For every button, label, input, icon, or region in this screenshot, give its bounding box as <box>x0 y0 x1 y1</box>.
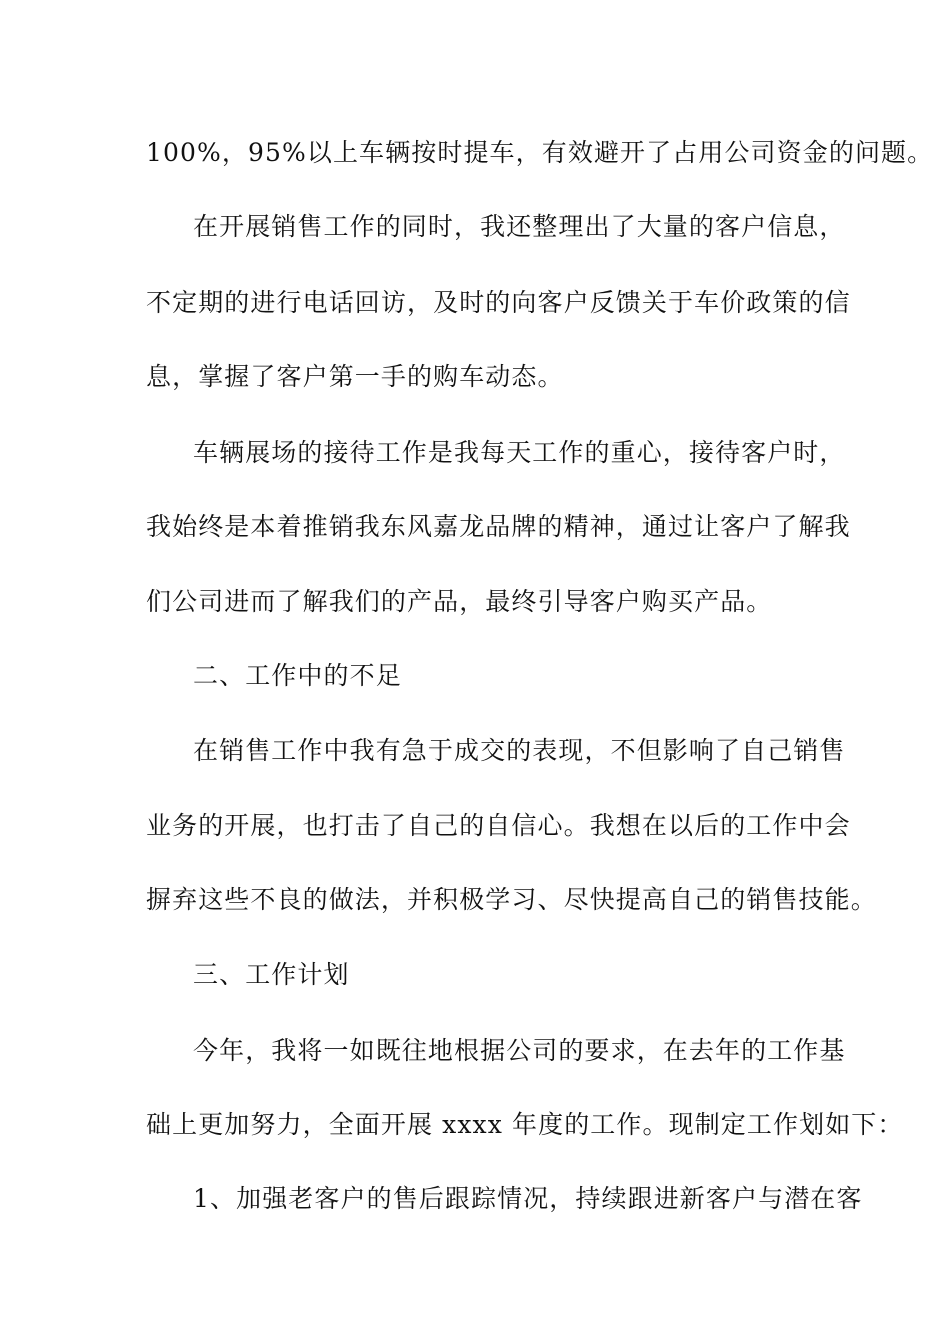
paragraph-start: 在开展销售工作的同时，我还整理出了大量的客户信息， <box>193 212 846 241</box>
text-line: 摒弃这些不良的做法，并积极学习、尽快提高自己的销售技能。 <box>146 885 877 914</box>
list-item: 1、加强老客户的售后跟踪情况，持续跟进新客户与潜在客 <box>193 1184 863 1213</box>
section-heading: 三、工作计划 <box>193 960 350 989</box>
text-line: 息，掌握了客户第一手的购车动态。 <box>146 362 564 391</box>
text-line: 业务的开展，也打击了自己的自信心。我想在以后的工作中会 <box>146 811 851 840</box>
paragraph-start: 今年，我将一如既往地根据公司的要求，在去年的工作基 <box>193 1036 846 1065</box>
text-line: 础上更加努力，全面开展 xxxx 年度的工作。现制定工作划如下： <box>146 1110 904 1139</box>
paragraph-start: 车辆展场的接待工作是我每天工作的重心，接待客户时， <box>193 438 846 467</box>
text-line: 我始终是本着推销我东风嘉龙品牌的精神，通过让客户了解我 <box>146 512 851 541</box>
text-line: 不定期的进行电话回访，及时的向客户反馈关于车价政策的信 <box>146 288 851 317</box>
text-line: 100%，95%以上车辆按时提车，有效避开了占用公司资金的问题。 <box>146 138 934 167</box>
section-heading: 二、工作中的不足 <box>193 661 402 690</box>
paragraph-start: 在销售工作中我有急于成交的表现，不但影响了自己销售 <box>193 736 846 765</box>
text-line: 们公司进而了解我们的产品，最终引导客户购买产品。 <box>146 587 773 616</box>
